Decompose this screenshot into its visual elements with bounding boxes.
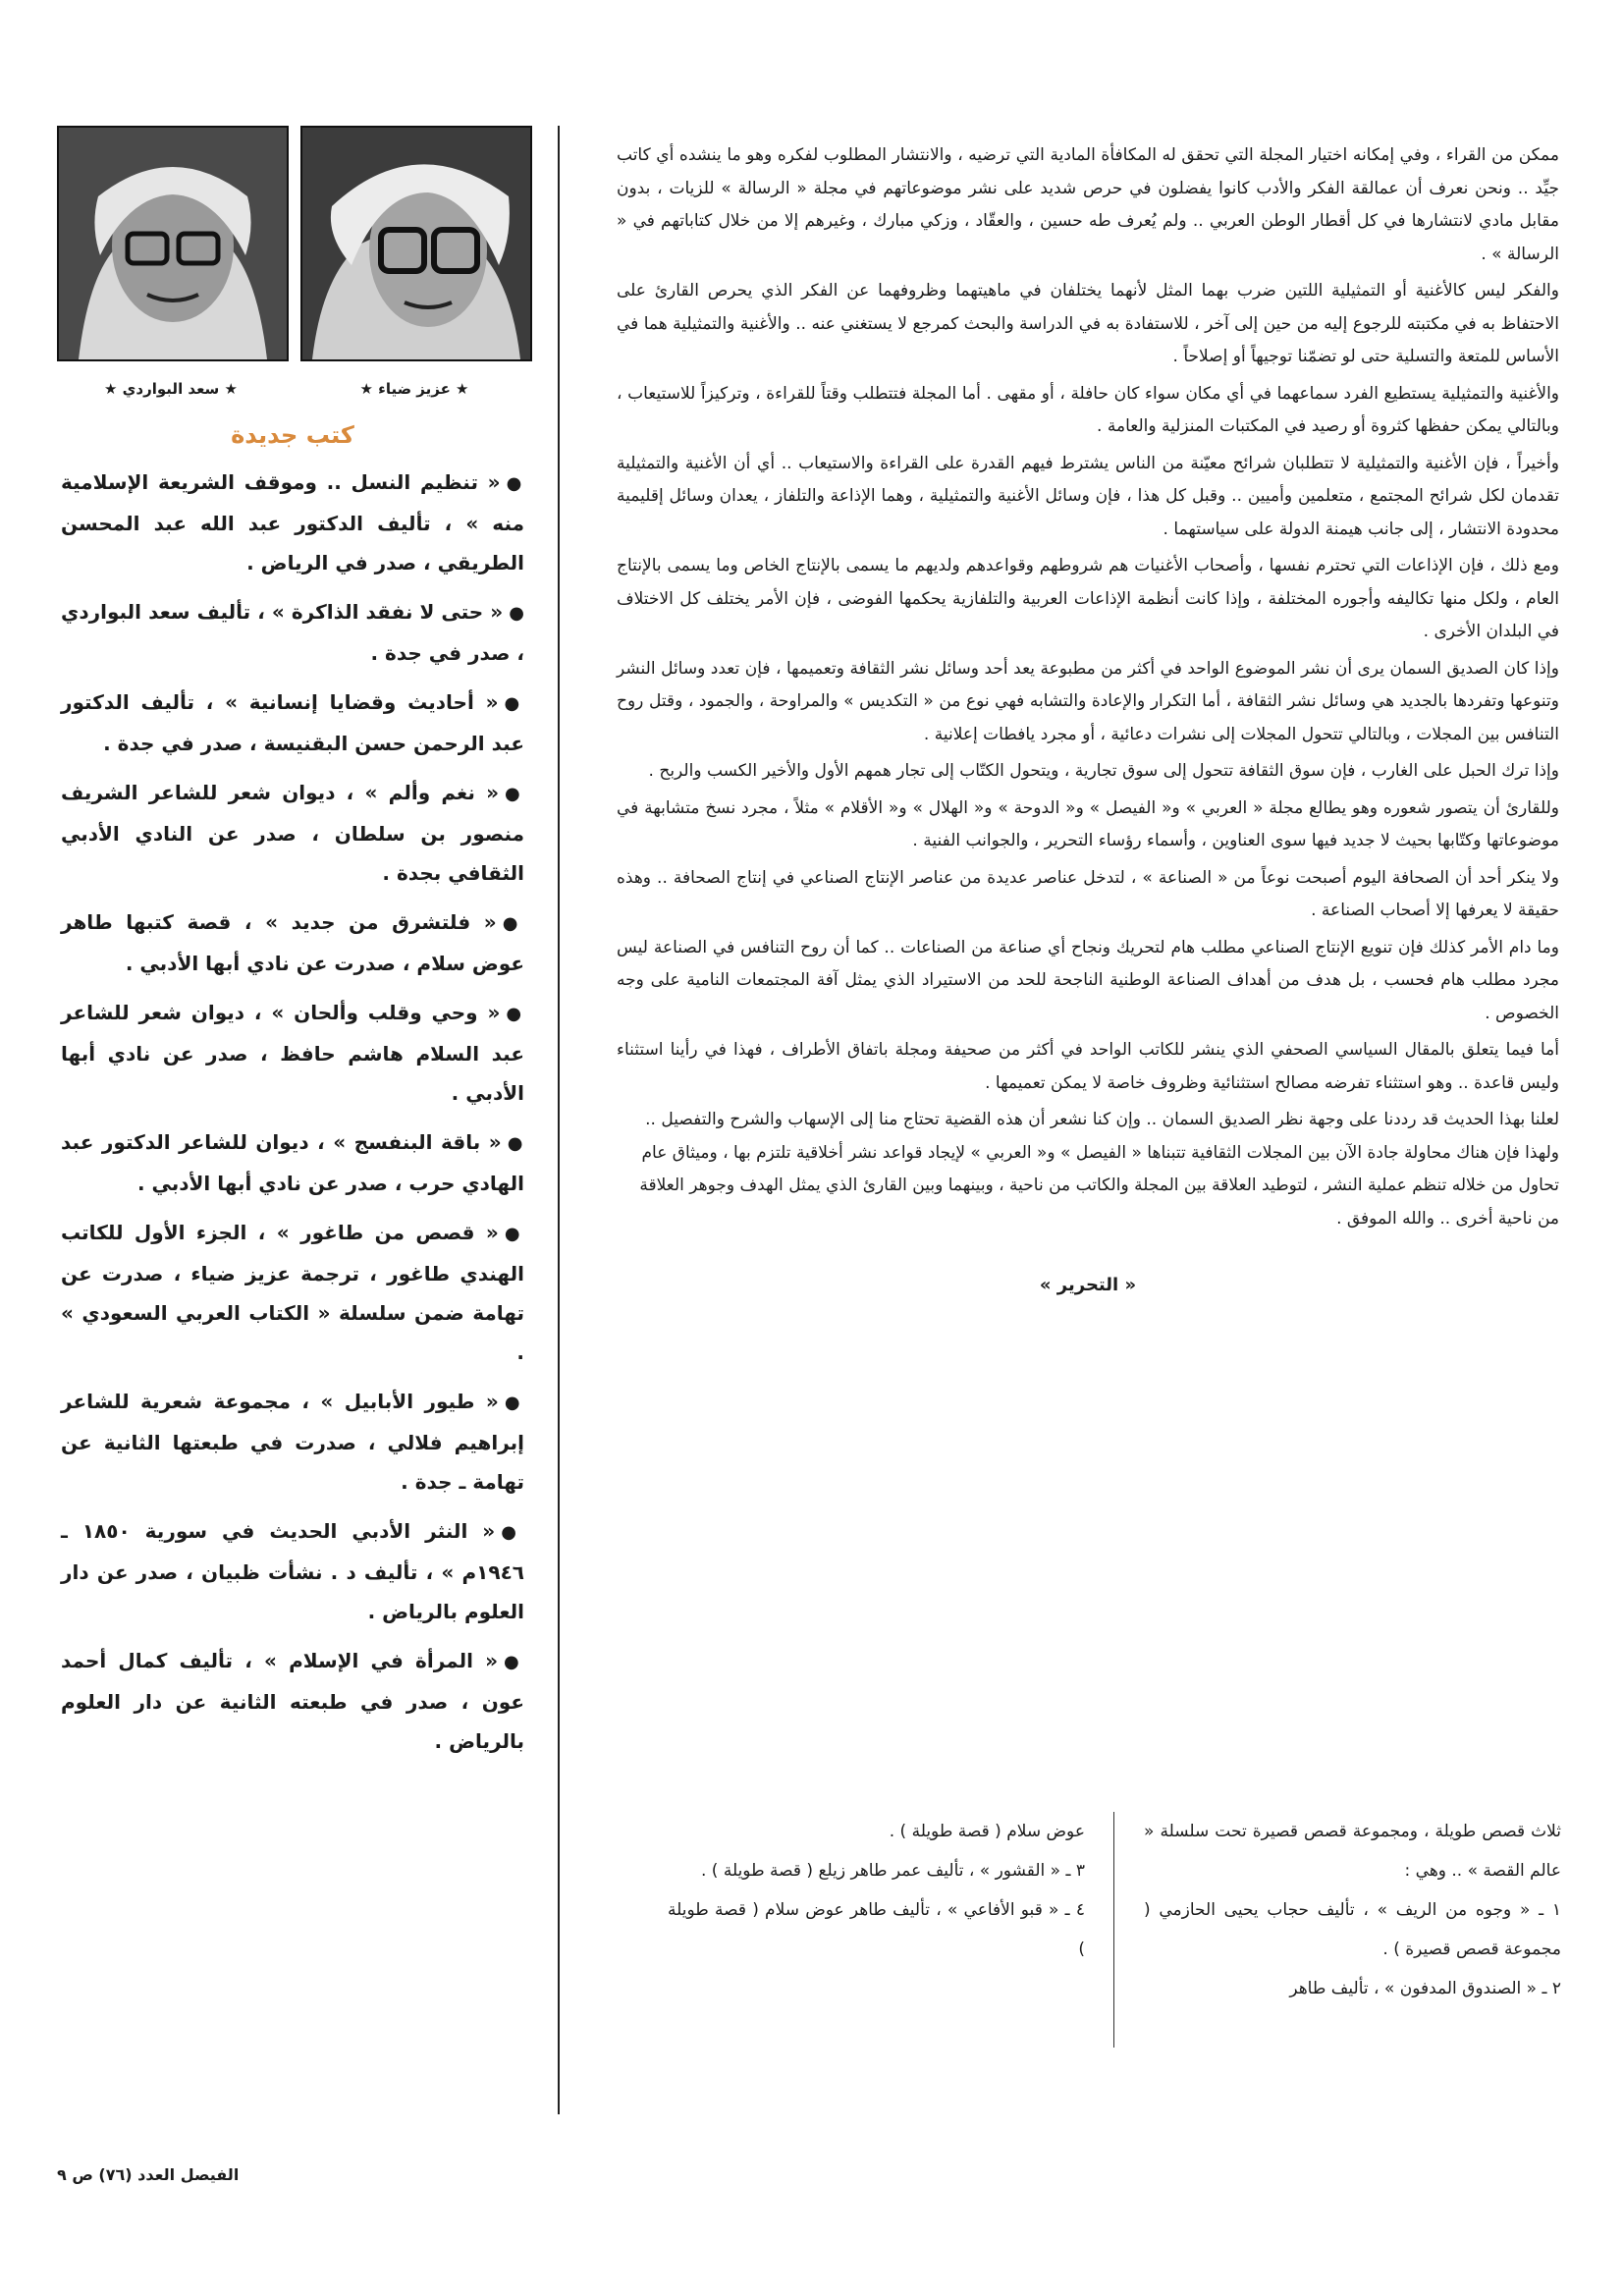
bullet-icon: ●: [509, 603, 524, 624]
article-signature: « التحرير »: [1039, 1275, 1137, 1295]
article-paragraph-3: والأغنية والتمثيلية يستطيع الفرد سماعهما في أي مكان سواء كان حافلة ، أو مقهى . أما المجلة فتتطلب وقتاً للقراءة ، وتركيزاً للاستيعاب ، وبالتالي يمكن حفظها كثروة أو رصيد في المكتبات المنزلية والعامة .: [617, 383, 1559, 436]
article-body: [617, 139, 1559, 1295]
article-paragraph-4: وأخيراً ، فإن الأغنية والتمثيلية لا تتطلبان شرائح معيّنة من الناس يشترط فيهم القدرة على القراءة والاستيعاب .. أي أن الأغنية والتمثيلية تقدمان لكل شرائح المجتمع ، متعلمين وأميين .. وقبل كل هذا ، فإن وسائل الأغنية والتمثيلية ، وهما الإذاعة والتلفاز ، يعدان وسائل إقليمية محدودة الانتشار ، إلى جانب هيمنة الدولة على سياستهما .: [617, 453, 1559, 539]
caption-saad: ★ سعد البواردي ★: [104, 380, 238, 398]
portrait-photo-saad: [57, 126, 289, 361]
book-list-box: [609, 1812, 1561, 2048]
book-list-item: ١ ـ « وجوه من الريف » ، تأليف حجاب يحيى الحازمي ( مجموعة قصص قصيرة ) .: [1144, 1900, 1561, 1959]
bullet-icon: ●: [501, 1522, 524, 1543]
book-entry: ●« فلتشرق من جديد » ، قصة كتبها طاهر عوض سلام ، صدرت عن نادي أبها الأدبي .: [61, 910, 524, 975]
book-entry: ●« أحاديث وقضايا إنسانية » ، تأليف الدكتور عبد الرحمن حسن البقنيسة ، صدر في جدة .: [61, 690, 524, 755]
caption-aziz: ★ عزيز ضياء ★: [359, 380, 469, 398]
book-list-right-column: [1144, 1812, 1561, 2008]
bullet-icon: ●: [507, 1133, 524, 1154]
article-paragraph-12: لعلنا بهذا الحديث قد رددنا على وجهة نظر الصديق السمان .. وإن كنا نشعر أن هذه القضية تحتاج منا إلى الإسهاب والشرح والتفصيل .. ولهذا فإن هناك محاولة جادة الآن بين المجلات الثقافية تتبناها « الفيصل » و« العربي » لإيجاد قواعد نشر أخلاقية تلتزم بها ، وميثاق عام تحاول من خلاله تنظم عملية النشر ، لتوطيد العلاقة بين المجلة والكاتب من ناحية ، وبينهما وبين القارئ الذي يمثل الهدف وجوهر العلاقة من ناحية أخرى .. والله الموفق .: [639, 1110, 1559, 1229]
article-paragraph-6: وإذا كان الصديق السمان يرى أن نشر الموضوع الواحد في أكثر من مطبوعة يعد أحد وسائل نشر الثقافة وتعميمها ، فإن تعدد وسائل النشر وتنوعها وتفردها بالجديد هي وسائل نشر الثقافة ، أما التكرار والإعادة والتشابه فهي نوع من « التكديس » والمراوحة ، والجمود ، وقتل روح التنافس بين المجلات ، وبالتالي تتحول المجلات إلى نشرات دعائية ، أو مجرد يافطات إعلانية .: [617, 658, 1559, 744]
article-paragraph-8: وللقارئ أن يتصور شعوره وهو يطالع مجلة « العربي » و« الفيصل » و« الدوحة » و« الهلال » و« الأقلام » مثلاً ، مجرد نسخ متشابهة في موضوعاتها وكتّابها بحيث لا جديد فيها سوى العناوين ، وأسماء رؤساء التحرير ، والجوانب الفنية .: [617, 797, 1559, 850]
sidebar-new-books: [57, 126, 528, 1771]
book-list-item: عوض سلام ( قصة طويلة ) .: [889, 1822, 1085, 1841]
article-paragraph-10: وما دام الأمر كذلك فإن تنويع الإنتاج الصناعي مطلب هام لتحريك ونجاح أي صناعة من الصناعات .. كما أن روح التنافس في الصناعة ليس مجرد مطلب هام فحسب ، بل هدف من أهداف الصناعة الوطنية الناجحة للحد من الاستيراد الذي يمثل آفة المجتمعات النامية على وجه الخصوص .: [617, 937, 1559, 1023]
article-paragraph-1: ممكن من القراء ، وفي إمكانه اختيار المجلة التي تحقق له المكافأة المادية التي ترضيه ، والانتشار المطلوب لفكره وهو ما ينشده أي كاتب جيِّد .. ونحن نعرف أن عمالقة الفكر والأدب كانوا يفضلون في حرص شديد على نشر موضوعاتهم في مجلة « الرسالة » للزيات ، بدون مقابل مادي لانتشارها في كل أقطار الوطن العربي .. ولم يُعرف طه حسين ، والعقّاد ، وزكي مبارك ، وغيرهم إلا من خلال كتاباتهم في « الرسالة » .: [617, 145, 1559, 264]
bullet-icon: ●: [506, 473, 524, 494]
book-entry: ●« النثر الأدبي الحديث في سورية ١٨٥٠ ـ ١٩٤٦م » ، تأليف د . نشأت ظبيان ، صدر عن دار العلوم بالرياض .: [61, 1519, 524, 1623]
book-entry: ●« نغم وألم » ، ديوان شعر للشاعر الشريف منصور بن سلطان ، صدر عن النادي الأدبي الثقافي بجدة .: [61, 781, 524, 885]
article-paragraph-7: وإذا ترك الحبل على الغارب ، فإن سوق الثقافة تتحول إلى سوق تجارية ، ويتحول الكتّاب إلى تجار همهم الأول والأخير الكسب والربح .: [648, 761, 1559, 781]
book-entry: ●« طيور الأبابيل » ، مجموعة شعرية للشاعر إبراهيم فلالي ، صدرت في طبعتها الثانية عن تهامة ـ جدة .: [61, 1390, 524, 1494]
book-entry: ●« قصص من طاغور » ، الجزء الأول للكاتب الهندي طاغور ، ترجمة عزيز ضياء ، صدرت عن تهامة ضمن سلسلة « الكتاب العربي السعودي » .: [61, 1221, 524, 1364]
book-entry: ●« وحي وقلب وألحان » ، ديوان شعر للشاعر عبد السلام هاشم حافظ ، صدر عن نادي أبها الأدبي .: [61, 1001, 524, 1105]
bullet-icon: ●: [505, 784, 524, 804]
book-entry: ●« المرأة في الإسلام » ، تأليف كمال أحمد عون ، صدر في طبعته الثانية عن دار العلوم بالرياض .: [61, 1649, 524, 1753]
bullet-icon: ●: [504, 1224, 524, 1244]
section-title: كتب جديدة: [231, 421, 354, 449]
portrait-captions: [57, 380, 528, 419]
article-paragraph-5: ومع ذلك ، فإن الإذاعات التي تحترم نفسها ، وأصحاب الأغنيات هم شروطهم وقواعدهم ولديهم ما يسمى بالإنتاج الخاص وما يسمى بالإنتاج العام ، ولكل منها تكاليفه وأجوره المختلفة ، وإذا كانت أنظمة الإذاعات العربية والتلفازية يحكمها الفوضى ، فإن الأمر يختلف كل الاختلاف في البلدان الأخرى .: [617, 556, 1559, 641]
book-entry: ●« حتى لا نفقد الذاكرة » ، تأليف سعد البواردي ، صدر في جدة .: [61, 600, 524, 665]
book-list-item: ثلاث قصص طويلة ، ومجموعة قصص قصيرة تحت سلسلة « عالم القصة » .. وهي :: [1144, 1822, 1561, 1881]
bullet-icon: ●: [504, 1393, 524, 1413]
bullet-icon: ●: [506, 1004, 524, 1024]
article-paragraph-11: أما فيما يتعلق بالمقال السياسي الصحفي الذي ينشر للكاتب الواحد في أكثر من صحيفة ومجلة باتفاق الأطراف ، فهذا في رأينا استثناء وليس قاعدة .. وهو استثناء تفرضه مصالح استثنائية وظروف خاصة لا يمكن تعميمها .: [617, 1040, 1559, 1093]
bullet-icon: ●: [502, 913, 524, 934]
bullet-icon: ●: [504, 693, 524, 714]
book-list-left-column: [668, 1812, 1085, 1969]
portrait-row: [57, 126, 528, 376]
book-list-item: ٤ ـ « قبو الأفاعي » ، تأليف طاهر عوض سلام ( قصة طويلة ): [668, 1900, 1085, 1959]
article-paragraph-2: والفكر ليس كالأغنية أو التمثيلية اللتين ضرب بهما المثل لأنهما يختلفان في ماهيتهما وظروفهما عن الفكر الذي يحرص القارئ على الاحتفاظ به في مكتبته للرجوع إليه من حين إلى آخر ، للاستفادة به في الدراسة والبحث كمرجع لا يستغني عنه .. والأغنية والتمثيلية هما في الأساس للمتعة والتسلية حتى لو تضمّنا توجيهاً أو إصلاحاً .: [617, 281, 1559, 366]
portrait-photo-aziz: [300, 126, 532, 361]
column-separator: [558, 126, 560, 2114]
book-list-item: ٣ ـ « القشور » ، تأليف عمر طاهر زيلع ( قصة طويلة ) .: [700, 1861, 1085, 1881]
column-divider: [1113, 1812, 1115, 2048]
article-paragraph-9: ولا ينكر أحد أن الصحافة اليوم أصبحت نوعاً من « الصناعة » ، لتدخل عناصر عديدة من عناصر الإنتاج الصناعي في إنتاج الصحافة .. وهذه حقيقة لا يعرفها إلا أصحاب الصناعة .: [617, 867, 1559, 920]
page-footer: الفيصل العدد (٧٦) ص ٩: [57, 2165, 240, 2184]
book-list-item: ٢ ـ « الصندوق المدفون » ، تأليف طاهر: [1289, 1979, 1561, 1998]
book-entry: ●« باقة البنفسج » ، ديوان للشاعر الدكتور عبد الهادي حرب ، صدر عن نادي أبها الأدبي .: [61, 1130, 524, 1195]
bullet-icon: ●: [504, 1652, 524, 1672]
book-entry: ●« تنظيم النسل .. وموقف الشريعة الإسلامية منه » ، تأليف الدكتور عبد الله عبد المحسن الطريقي ، صدر في الرياض .: [61, 470, 524, 574]
